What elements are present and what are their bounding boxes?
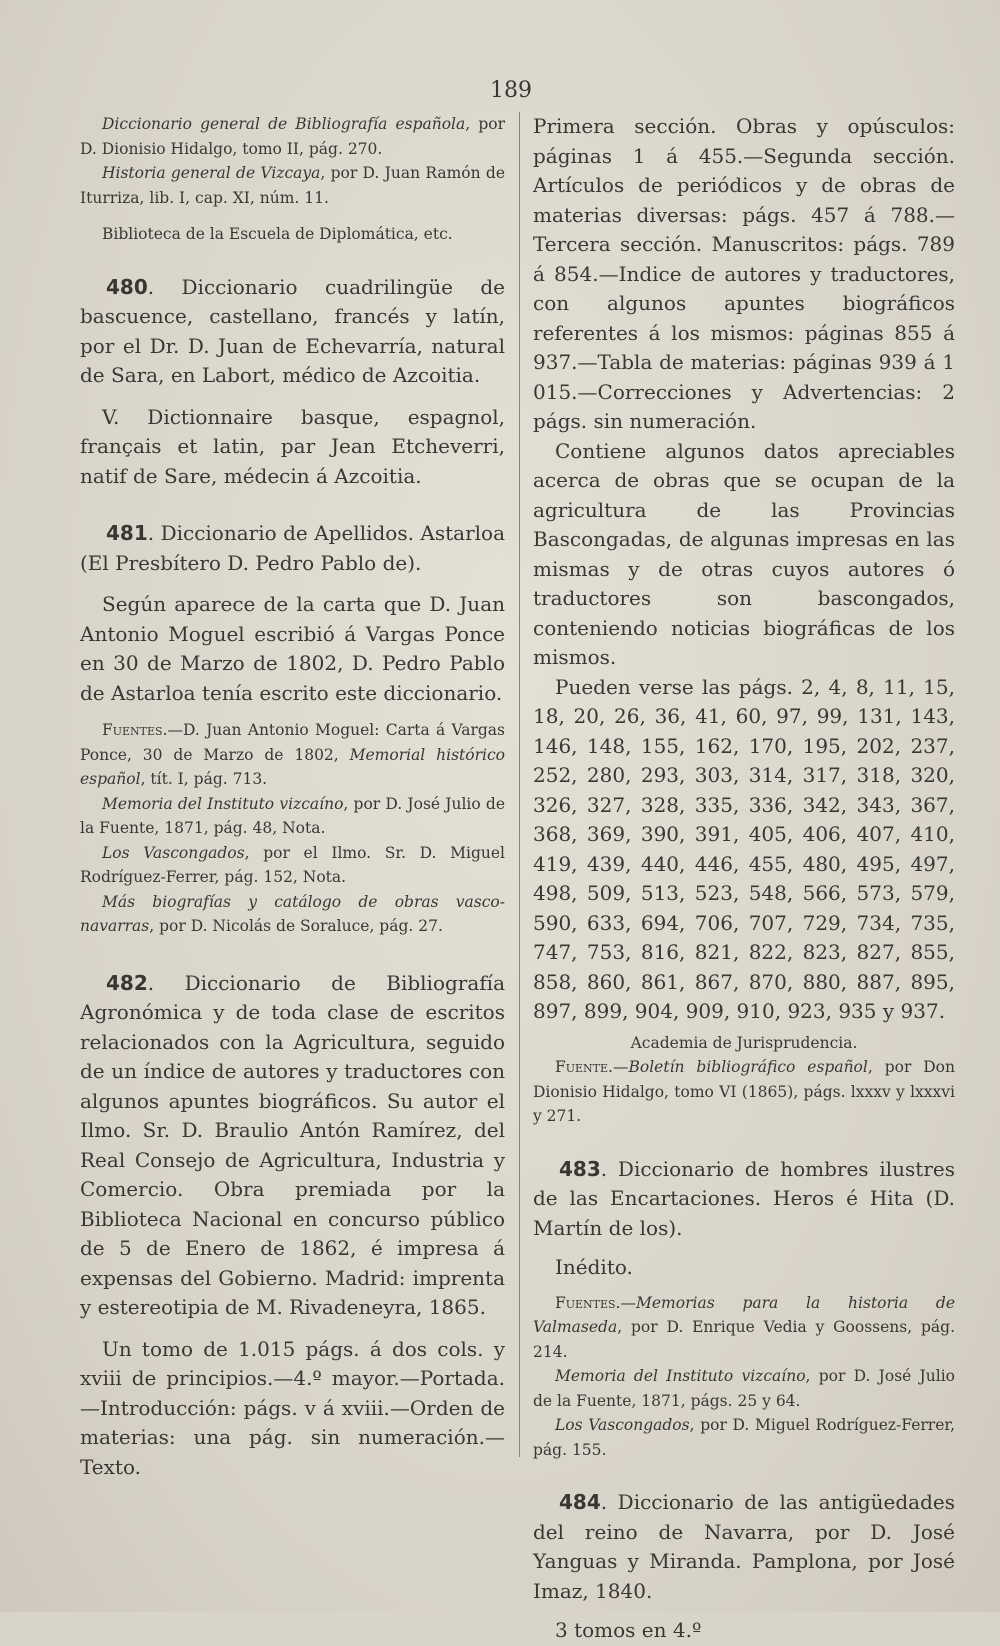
source-citation: Diccionario general de Bibliografía española, por D. Dionisio Hidalgo, tomo II, pág. 270. bbox=[80, 115, 505, 158]
entry-481-body: Según aparece de la carta que D. Juan Antonio Moguel escribió á Vargas Ponce en 30 de Marzo de 1802, D. Pedro Pablo de Astarloa tenía escrito este diccionario. bbox=[80, 592, 505, 705]
entry-482: 482. Diccionario de Bibliografía Agronómica y de toda clase de escritos relacionados con la Agricultura, seguido de un índice de autores y traductores con algunos apuntes biográficos. Su autor el Ilmo. Sr. D. Braulio Antón Ramírez, del Real Consejo de Agricultura, Industria y Comercio. Obra premiada por la Biblioteca Nacional en concurso público de 5 de Enero de 1862, é impresa á expensas del Gobierno. Madrid: imprenta y estereotipia de M. Rivadeneyra, 1865. bbox=[80, 970, 505, 1319]
entry-480-variant: V. Dictionnaire basque, espagnol, français et latin, par Jean Etcheverri, natif de Sare, médecin á Azcoitia. bbox=[80, 404, 505, 488]
fuente-item: Más biografías y catálogo de obras vasco-navarras, por D. Nicolás de Soraluce, pág. 27. bbox=[80, 892, 505, 935]
right-column bbox=[533, 112, 955, 1646]
page-list: Pueden verse las págs. 2, 4, 8, 11, 15, 18, 20, 26, 36, 41, 60, 97, 99, 131, 143, 146, 148, 155, 162, 170, 195, 202, 237, 252, 280, 293, 303, 314, 317, 318, 320, 326, 327, 328, 335, 336, 342, 343, 367, 368, 369, 390, 391, 405, 406, 407, 410, 419, 439, 440, 446, 455, 480, 495, 497, 498, 509, 513, 523, 548, 566, 573, 579, 590, 633, 694, 706, 707, 729, 734, 735, 747, 753, 816, 821, 822, 823, 827, 855, 858, 860, 861, 867, 870, 880, 887, 895, 897, 899, 904, 909, 910, 923, 935 y 937. bbox=[533, 674, 955, 1023]
entry-481: 481. Diccionario de Apellidos. Astarloa (El Presbítero D. Pedro Pablo de). bbox=[80, 521, 505, 575]
fuentes: Fuentes.—D. Juan Antonio Moguel: Carta á Vargas Ponce, 30 de Marzo de 1802, Memorial histórico español, tít. I, pág. 713. bbox=[80, 721, 505, 788]
fuente-item: Memoria del Instituto vizcaíno, por D. José Julio de la Fuente, 1871, págs. 25 y 64. bbox=[533, 1367, 956, 1410]
entry-482-description: Un tomo de 1.015 págs. á dos cols. y xviii de principios.—4.º mayor.—Portada.—Introducción: págs. v á xviii.—Orden de materias: una pág. sin numeración.—Texto. bbox=[80, 1336, 505, 1479]
column-divider bbox=[519, 112, 520, 1457]
contiene-paragraph: Contiene algunos datos apreciables acerca de obras que se ocupan de la agricultura de las Provincias Bascongadas, de algunas impresas en las mismas y de otras cuyos autores ó traductores son bascongados, conteniendo noticias biográficas de los mismos. bbox=[533, 438, 955, 669]
entry-483-status: Inédito. bbox=[555, 1255, 633, 1279]
fuente-item: Memoria del Instituto vizcaíno, por D. José Julio de la Fuente, 1871, pág. 48, Nota. bbox=[80, 794, 505, 837]
source-citation: Historia general de Vizcaya, por D. Juan Ramón de Iturriza, lib. I, cap. XI, núm. 11. bbox=[80, 164, 505, 207]
entry-480: 480. Diccionario cuadrilingüe de bascuence, castellano, francés y latín, por el Dr. D. Juan de Echevarría, natural de Sara, en Labort, médico de Azcoitia. bbox=[80, 274, 505, 387]
entry-number: 483 bbox=[559, 1156, 601, 1181]
entry-484: 484. Diccionario de las antigüedades del reino de Navarra, por D. José Yanguas y Miranda. Pamplona, por José Imaz, 1840. bbox=[533, 1490, 955, 1603]
entry-number: 481 bbox=[106, 521, 148, 545]
left-column bbox=[80, 112, 505, 1482]
entry-483: 483. Diccionario de hombres ilustres de las Encartaciones. Heros é Hita (D. Martín de los). bbox=[533, 1156, 955, 1240]
page-number: 189 bbox=[490, 78, 532, 103]
fuentes: Fuentes.—Memorias para la historia de Valmaseda, por D. Enrique Vedia y Goossens, pág. 214. bbox=[533, 1293, 955, 1361]
library-note: Biblioteca de la Escuela de Diplomática, etc. bbox=[102, 225, 453, 243]
library-note: Academia de Jurisprudencia. bbox=[630, 1033, 858, 1052]
fuente-item: Los Vascongados, por D. Miguel Rodríguez-Ferrer, pág. 155. bbox=[533, 1416, 955, 1459]
entry-484-description: 3 tomos en 4.º bbox=[555, 1618, 702, 1642]
entry-number: 480 bbox=[106, 274, 148, 299]
entry-482-continuation: Primera sección. Obras y opúsculos: páginas 1 á 455.—Segunda sección. Artículos de periódicos y de obras de materias diversas: págs. 457 á 788.—Tercera sección. Manuscritos: págs. 789 á 854.—Indice de autores y traductores, con algunos apuntes biográficos referentes á los mismos: páginas 855 á 937.—Tabla de materias: páginas 939 á 1 015.—Correcciones y Advertencias: 2 págs. sin numeración. bbox=[533, 114, 955, 433]
fuente-item: Los Vascongados, por el Ilmo. Sr. D. Miguel Rodríguez-Ferrer, pág. 152, Nota. bbox=[80, 843, 506, 886]
fuente: Fuente.—Boletín bibliográfico español, por Don Dionisio Hidalgo, tomo VI (1865), págs. lxxxv y lxxxvi y 271. bbox=[533, 1058, 955, 1125]
entry-number: 482 bbox=[106, 970, 148, 995]
entry-number: 484 bbox=[559, 1490, 601, 1514]
